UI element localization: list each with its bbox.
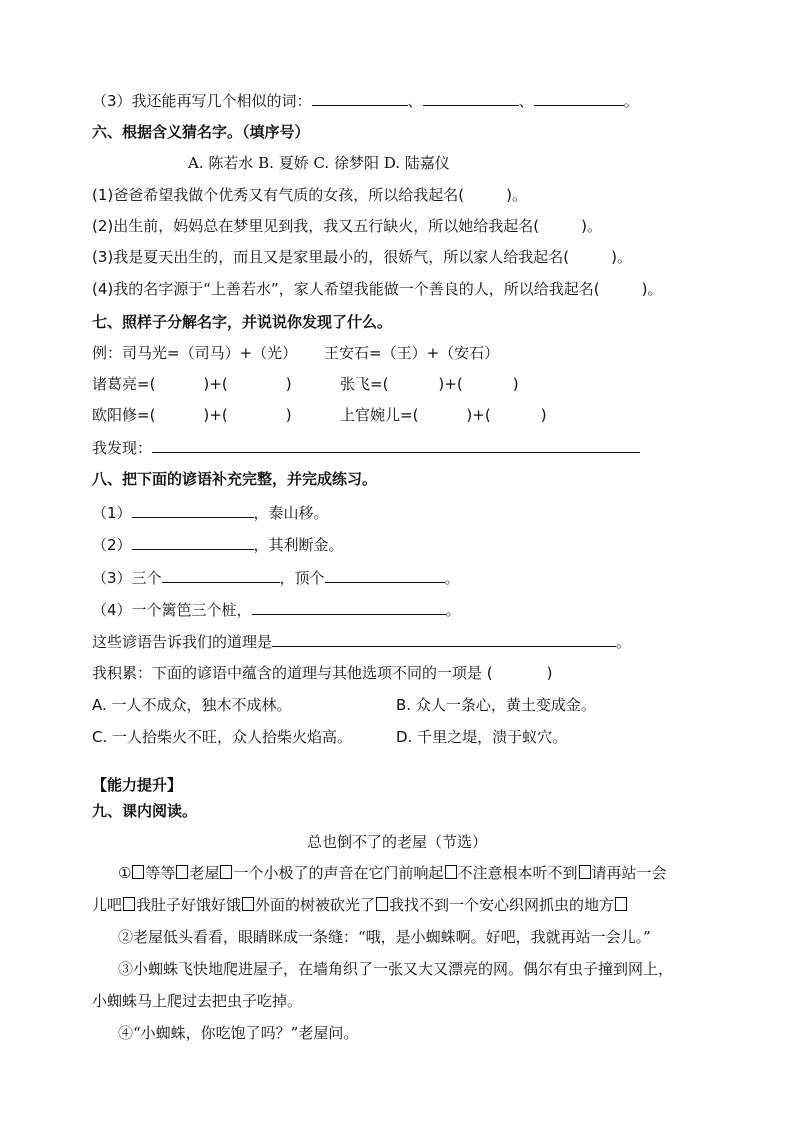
q7-heading: 七、照样子分解名字，并说说你发现了什么。 bbox=[92, 313, 393, 331]
passage-para-1-line-1 bbox=[118, 862, 667, 884]
plus: )+( bbox=[203, 406, 228, 424]
punctuation-box[interactable] bbox=[579, 865, 591, 879]
answer-blank[interactable] bbox=[534, 89, 624, 106]
punctuation-box[interactable] bbox=[376, 897, 388, 911]
q6-item-text: (1)爸爸希望我做个优秀又有气质的女孩，所以给我起名( bbox=[92, 186, 465, 204]
q6-item-4 bbox=[92, 278, 663, 300]
para-number: ① bbox=[118, 864, 132, 882]
passage-text: 老屋 bbox=[189, 864, 220, 882]
answer-blank[interactable] bbox=[132, 501, 254, 518]
q8-item-3 bbox=[92, 566, 460, 589]
separator: 、 bbox=[407, 92, 423, 110]
option-d: D. 千里之堤，溃于蚁穴。 bbox=[396, 728, 568, 746]
passage-para-3-line-1: ③小蜘蛛飞快地爬进屋子，在墙角织了一张又大又漂亮的网。偶尔有虫子撞到网上， bbox=[118, 960, 674, 978]
passage-para-1-line-2 bbox=[92, 894, 628, 916]
answer-blank[interactable] bbox=[252, 598, 446, 615]
item-text: ，泰山移。 bbox=[253, 504, 329, 522]
period: 。 bbox=[616, 633, 632, 651]
item-text: ，顶个 bbox=[279, 569, 325, 587]
close-paren: ) bbox=[512, 375, 519, 393]
q6-options: A. 陈若水 B. 夏娇 C. 徐梦阳 D. 陆嘉仪 bbox=[188, 154, 450, 172]
item-label: （1） bbox=[92, 504, 132, 522]
name-label: 上官婉儿=( bbox=[340, 406, 419, 424]
close-paren: ) bbox=[546, 664, 553, 682]
q6-item-3 bbox=[92, 246, 632, 268]
passage-title: 总也倒不了的老屋（节选） bbox=[306, 833, 487, 851]
q7-row-1a bbox=[92, 373, 292, 395]
passage-text: 等等 bbox=[145, 864, 176, 882]
q7-found bbox=[92, 436, 640, 459]
punctuation-box[interactable] bbox=[220, 865, 232, 879]
passage-para-3-line-2: 小蜘蛛马上爬过去把虫子吃掉。 bbox=[92, 992, 303, 1010]
separator: 、 bbox=[518, 92, 534, 110]
plus: )+( bbox=[466, 406, 491, 424]
item-label: （2） bbox=[92, 536, 132, 554]
q6-item-end: )。 bbox=[506, 186, 527, 204]
q8-item-1 bbox=[92, 501, 329, 524]
accumulate-text: 我积累：下面的谚语中蕴含的道理与其他选项不同的一项是 ( bbox=[92, 664, 493, 682]
q8-item-2 bbox=[92, 533, 344, 556]
item-text: 。 bbox=[445, 601, 461, 619]
q6-item-text: (3)我是夏天出生的，而且又是家里最小的，很娇气，所以家人给我起名( bbox=[92, 248, 570, 266]
close-paren: ) bbox=[540, 406, 547, 424]
answer-blank[interactable] bbox=[132, 533, 254, 550]
answer-blank[interactable] bbox=[312, 89, 408, 106]
item-label: （3）三个 bbox=[92, 569, 162, 587]
close-paren: ) bbox=[285, 406, 292, 424]
q6-item-end: )。 bbox=[581, 217, 602, 235]
answer-blank[interactable] bbox=[152, 436, 640, 453]
passage-para-2: ②老屋低头看看，眼睛眯成一条缝：“哦，是小蜘蛛啊。好吧，我就再站一会儿。” bbox=[118, 928, 651, 946]
prev-question-3 bbox=[92, 89, 639, 112]
q6-item-2 bbox=[92, 215, 602, 237]
q6-item-text: (4)我的名字源于“上善若水”，家人希望我能做一个善良的人，所以给我起名( bbox=[92, 280, 600, 298]
passage-para-4: ④“小蜘蛛，你吃饱了吗？”老屋问。 bbox=[118, 1024, 359, 1042]
q6-item-1 bbox=[92, 184, 527, 206]
passage-text: 外面的树被砍光了 bbox=[255, 896, 376, 914]
passage-text: 请再站一会 bbox=[591, 864, 667, 882]
q8-accumulate bbox=[92, 662, 552, 684]
plus: )+( bbox=[203, 375, 228, 393]
prev-q3-text: （3）我还能再写几个相似的词： bbox=[92, 92, 312, 110]
period: 。 bbox=[623, 92, 639, 110]
q8-reason bbox=[92, 630, 631, 653]
q6-item-text: (2)出生前，妈妈总在梦里见到我，我又五行缺火，所以她给我起名( bbox=[92, 217, 540, 235]
punctuation-box[interactable] bbox=[242, 897, 254, 911]
answer-blank[interactable] bbox=[272, 630, 616, 647]
answer-blank[interactable] bbox=[423, 89, 519, 106]
passage-text: 儿吧 bbox=[92, 896, 123, 914]
q6-heading: 六、根据含义猜名字。（填序号） bbox=[92, 123, 310, 141]
q6-item-end: )。 bbox=[641, 280, 663, 298]
item-text: ，其利断金。 bbox=[253, 536, 344, 554]
answer-blank[interactable] bbox=[325, 566, 445, 583]
punctuation-box[interactable] bbox=[132, 865, 144, 879]
q7-example-2: 王安石=（王）+（安石） bbox=[324, 344, 500, 362]
plus: )+( bbox=[438, 375, 463, 393]
punctuation-box[interactable] bbox=[445, 865, 457, 879]
ability-heading: 【能力提升】 bbox=[92, 776, 183, 794]
punctuation-box[interactable] bbox=[176, 865, 188, 879]
q9-heading: 九、课内阅读。 bbox=[92, 802, 198, 820]
found-label: 我发现： bbox=[92, 439, 153, 457]
passage-text: 不注意根本听不到 bbox=[457, 864, 578, 882]
name-label: 欧阳修=( bbox=[92, 406, 156, 424]
q7-row-2a bbox=[92, 404, 292, 426]
punctuation-box[interactable] bbox=[615, 897, 627, 911]
q7-example-1: 例：司马光=（司马）+（光） bbox=[92, 344, 298, 362]
punctuation-box[interactable] bbox=[123, 897, 135, 911]
q7-row-1b bbox=[340, 373, 519, 395]
close-paren: ) bbox=[285, 375, 292, 393]
passage-text: 我找不到一个安心织网抓虫的地方 bbox=[389, 896, 615, 914]
item-label: （4）一个篱笆三个桩， bbox=[92, 601, 252, 619]
option-b: B. 众人一条心，黄土变成金。 bbox=[396, 696, 596, 714]
answer-blank[interactable] bbox=[162, 566, 280, 583]
name-label: 诸葛亮=( bbox=[92, 375, 156, 393]
name-label: 张飞=( bbox=[340, 375, 389, 393]
q8-heading: 八、把下面的谚语补充完整，并完成练习。 bbox=[92, 470, 378, 488]
reason-label: 这些谚语告诉我们的道理是 bbox=[92, 633, 273, 651]
passage-text: 我肚子好饿好饿 bbox=[136, 896, 242, 914]
item-text: 。 bbox=[444, 569, 460, 587]
q6-item-end: )。 bbox=[611, 248, 632, 266]
passage-text: 一个小极了的声音在它门前响起 bbox=[233, 864, 444, 882]
q7-row-2b bbox=[340, 404, 547, 426]
option-c: C. 一人拾柴火不旺，众人拾柴火焰高。 bbox=[92, 728, 353, 746]
q8-item-4 bbox=[92, 598, 461, 621]
option-a: A. 一人不成众，独木不成林。 bbox=[92, 696, 292, 714]
